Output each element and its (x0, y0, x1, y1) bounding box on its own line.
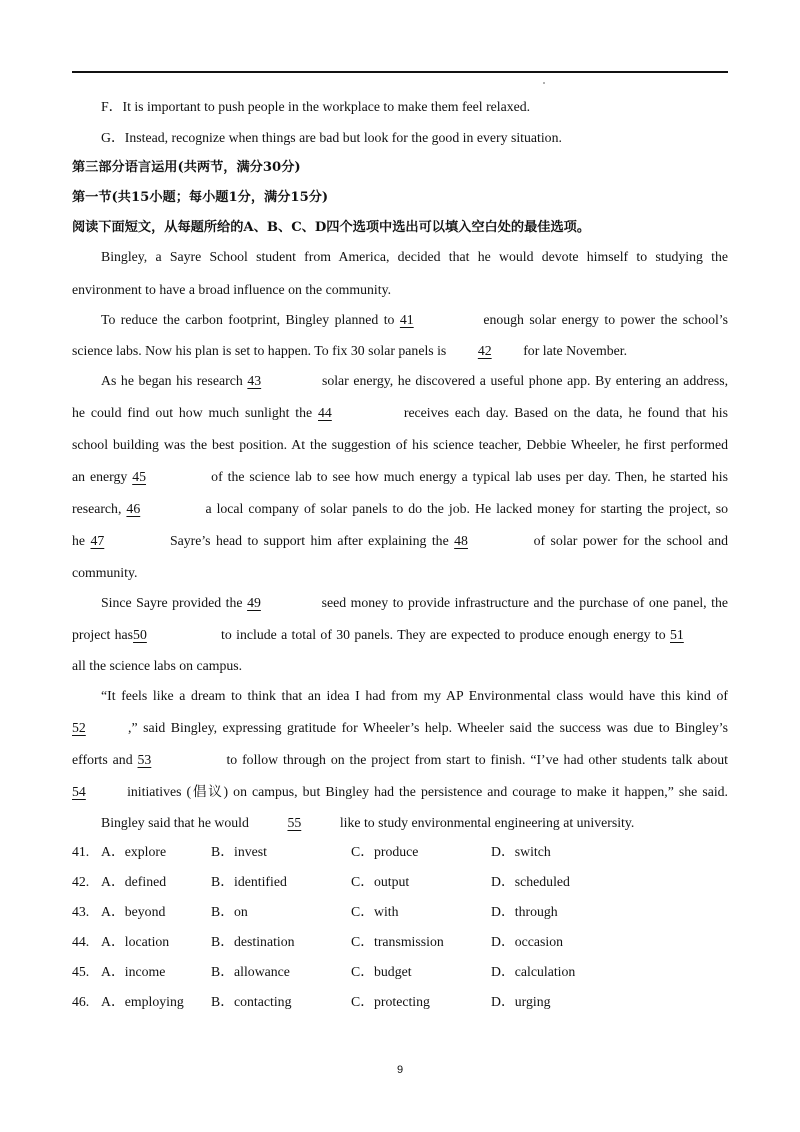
option-c: C．transmission (351, 934, 444, 949)
option-a: A．location (101, 934, 170, 949)
blank-55: 55 (287, 815, 302, 830)
option-a: A．beyond (101, 904, 166, 919)
passage-line: research, 46 a local company of solar panels to do the job. He lacked money for starting the project, so (72, 501, 729, 516)
option-b: B．on (211, 904, 248, 919)
passage-line: To reduce the carbon footprint, Bingley planned to 41 enough solar energy to power the school’s (101, 312, 729, 327)
option-g: G．Instead, recognize when things are bad but look for the good in every situation. (101, 130, 562, 145)
option-b: B．contacting (211, 994, 292, 1009)
option-d: D．switch (491, 844, 551, 859)
instruction: 阅读下面短文，从每题所给的A、B、C、D四个选项中选出可以填入空白处的最佳选项。 (72, 220, 591, 235)
passage-line: Bingley said that he would 55 like to study environmental engineering at university. (101, 815, 635, 830)
blank-50: 50 (133, 627, 147, 642)
option-d: D．through (491, 904, 558, 919)
option-c: C．produce (351, 844, 419, 859)
question-number: 43. (72, 904, 90, 919)
option-c: C．with (351, 904, 399, 919)
question-number: 41. (72, 844, 90, 859)
passage-line: As he began his research 43 solar energy, he discovered a useful phone app. By entering an address, (101, 373, 729, 388)
blank-43: 43 (247, 373, 262, 388)
blank-51: 51 (670, 627, 684, 642)
header-dot (543, 82, 545, 84)
blank-42: 42 (477, 343, 492, 358)
blank-47: 47 (90, 533, 105, 548)
blank-46: 46 (126, 501, 141, 516)
question-number: 44. (72, 934, 90, 949)
question-number: 46. (72, 994, 90, 1009)
blank-53: 53 (137, 752, 152, 767)
option-b: B．allowance (211, 964, 290, 979)
header-rule (72, 71, 728, 73)
blank-44: 44 (318, 405, 332, 420)
passage-line: all the science labs on campus. (72, 658, 243, 673)
passage-line: “It feels like a dream to think that an idea I had from my AP Environmental class would have this kind of (101, 688, 728, 703)
blank-54: 54 (72, 784, 86, 799)
blank-41: 41 (399, 312, 414, 327)
passage-line: project has50 to include a total of 30 panels. They are expected to produce enough energy to 51 (72, 626, 728, 644)
option-a: A．defined (101, 874, 167, 889)
question-number: 45. (72, 964, 90, 979)
option-d: D．occasion (491, 934, 564, 949)
passage-line: community. (72, 565, 138, 580)
option-a: A．explore (101, 844, 167, 859)
passage-line: environment to have a broad influence on the community. (72, 282, 392, 297)
option-b: B．destination (211, 934, 295, 949)
option-a: A．employing (101, 994, 184, 1009)
option-c: C．protecting (351, 994, 430, 1009)
question-number: 42. (72, 874, 90, 889)
passage-line: Bingley, a Sayre School student from America, decided that he would devote himself to studying the (101, 249, 728, 264)
passage-line: school building was the best position. At the suggestion of his science teacher, Debbie Wheeler, he first performed (72, 437, 728, 452)
option-b: B．identified (211, 874, 287, 889)
part-title: 第三部分语言运用(共两节，满分30分) (72, 160, 301, 175)
blank-45: 45 (132, 469, 147, 484)
passage-line: 54 initiatives (倡议) on campus, but Bingley had the persistence and courage to make it happen,” she said. (72, 784, 729, 799)
page-number: 9 (396, 1064, 404, 1076)
option-d: D．urging (491, 994, 551, 1009)
sub-title: 第一节(共15小题；每小题1分，满分15分) (72, 190, 329, 205)
option-f: F．It is important to push people in the workplace to make them feel relaxed. (101, 99, 531, 114)
passage-line: efforts and 53 to follow through on the project from start to finish. “I’ve had other students talk about (72, 752, 729, 767)
passage-line: Since Sayre provided the 49 seed money to provide infrastructure and the purchase of one panel, the (101, 595, 729, 610)
passage-line: 52 ,” said Bingley, expressing gratitude for Wheeler’s help. Wheeler said the success was due to Bingley’s (72, 720, 728, 735)
blank-52: 52 (72, 720, 86, 735)
passage-line: he could find out how much sunlight the 44 receives each day. Based on the data, he found that his (72, 405, 728, 420)
passage-line: he 47 Sayre’s head to support him after explaining the 48 of solar power for the school and (72, 533, 728, 548)
passage-line: science labs. Now his plan is set to happen. To fix 30 solar panels is 42 for late November. (72, 343, 628, 358)
blank-49: 49 (247, 595, 261, 610)
option-c: C．output (351, 874, 410, 889)
option-b: B．invest (211, 844, 267, 859)
option-c: C．budget (351, 964, 412, 979)
blank-48: 48 (454, 533, 468, 548)
option-d: D．calculation (491, 964, 576, 979)
passage-line: an energy 45 of the science lab to see how much energy a typical lab uses per day. Then, he started his (72, 469, 728, 484)
option-d: D．scheduled (491, 874, 570, 889)
option-a: A．income (101, 964, 166, 979)
